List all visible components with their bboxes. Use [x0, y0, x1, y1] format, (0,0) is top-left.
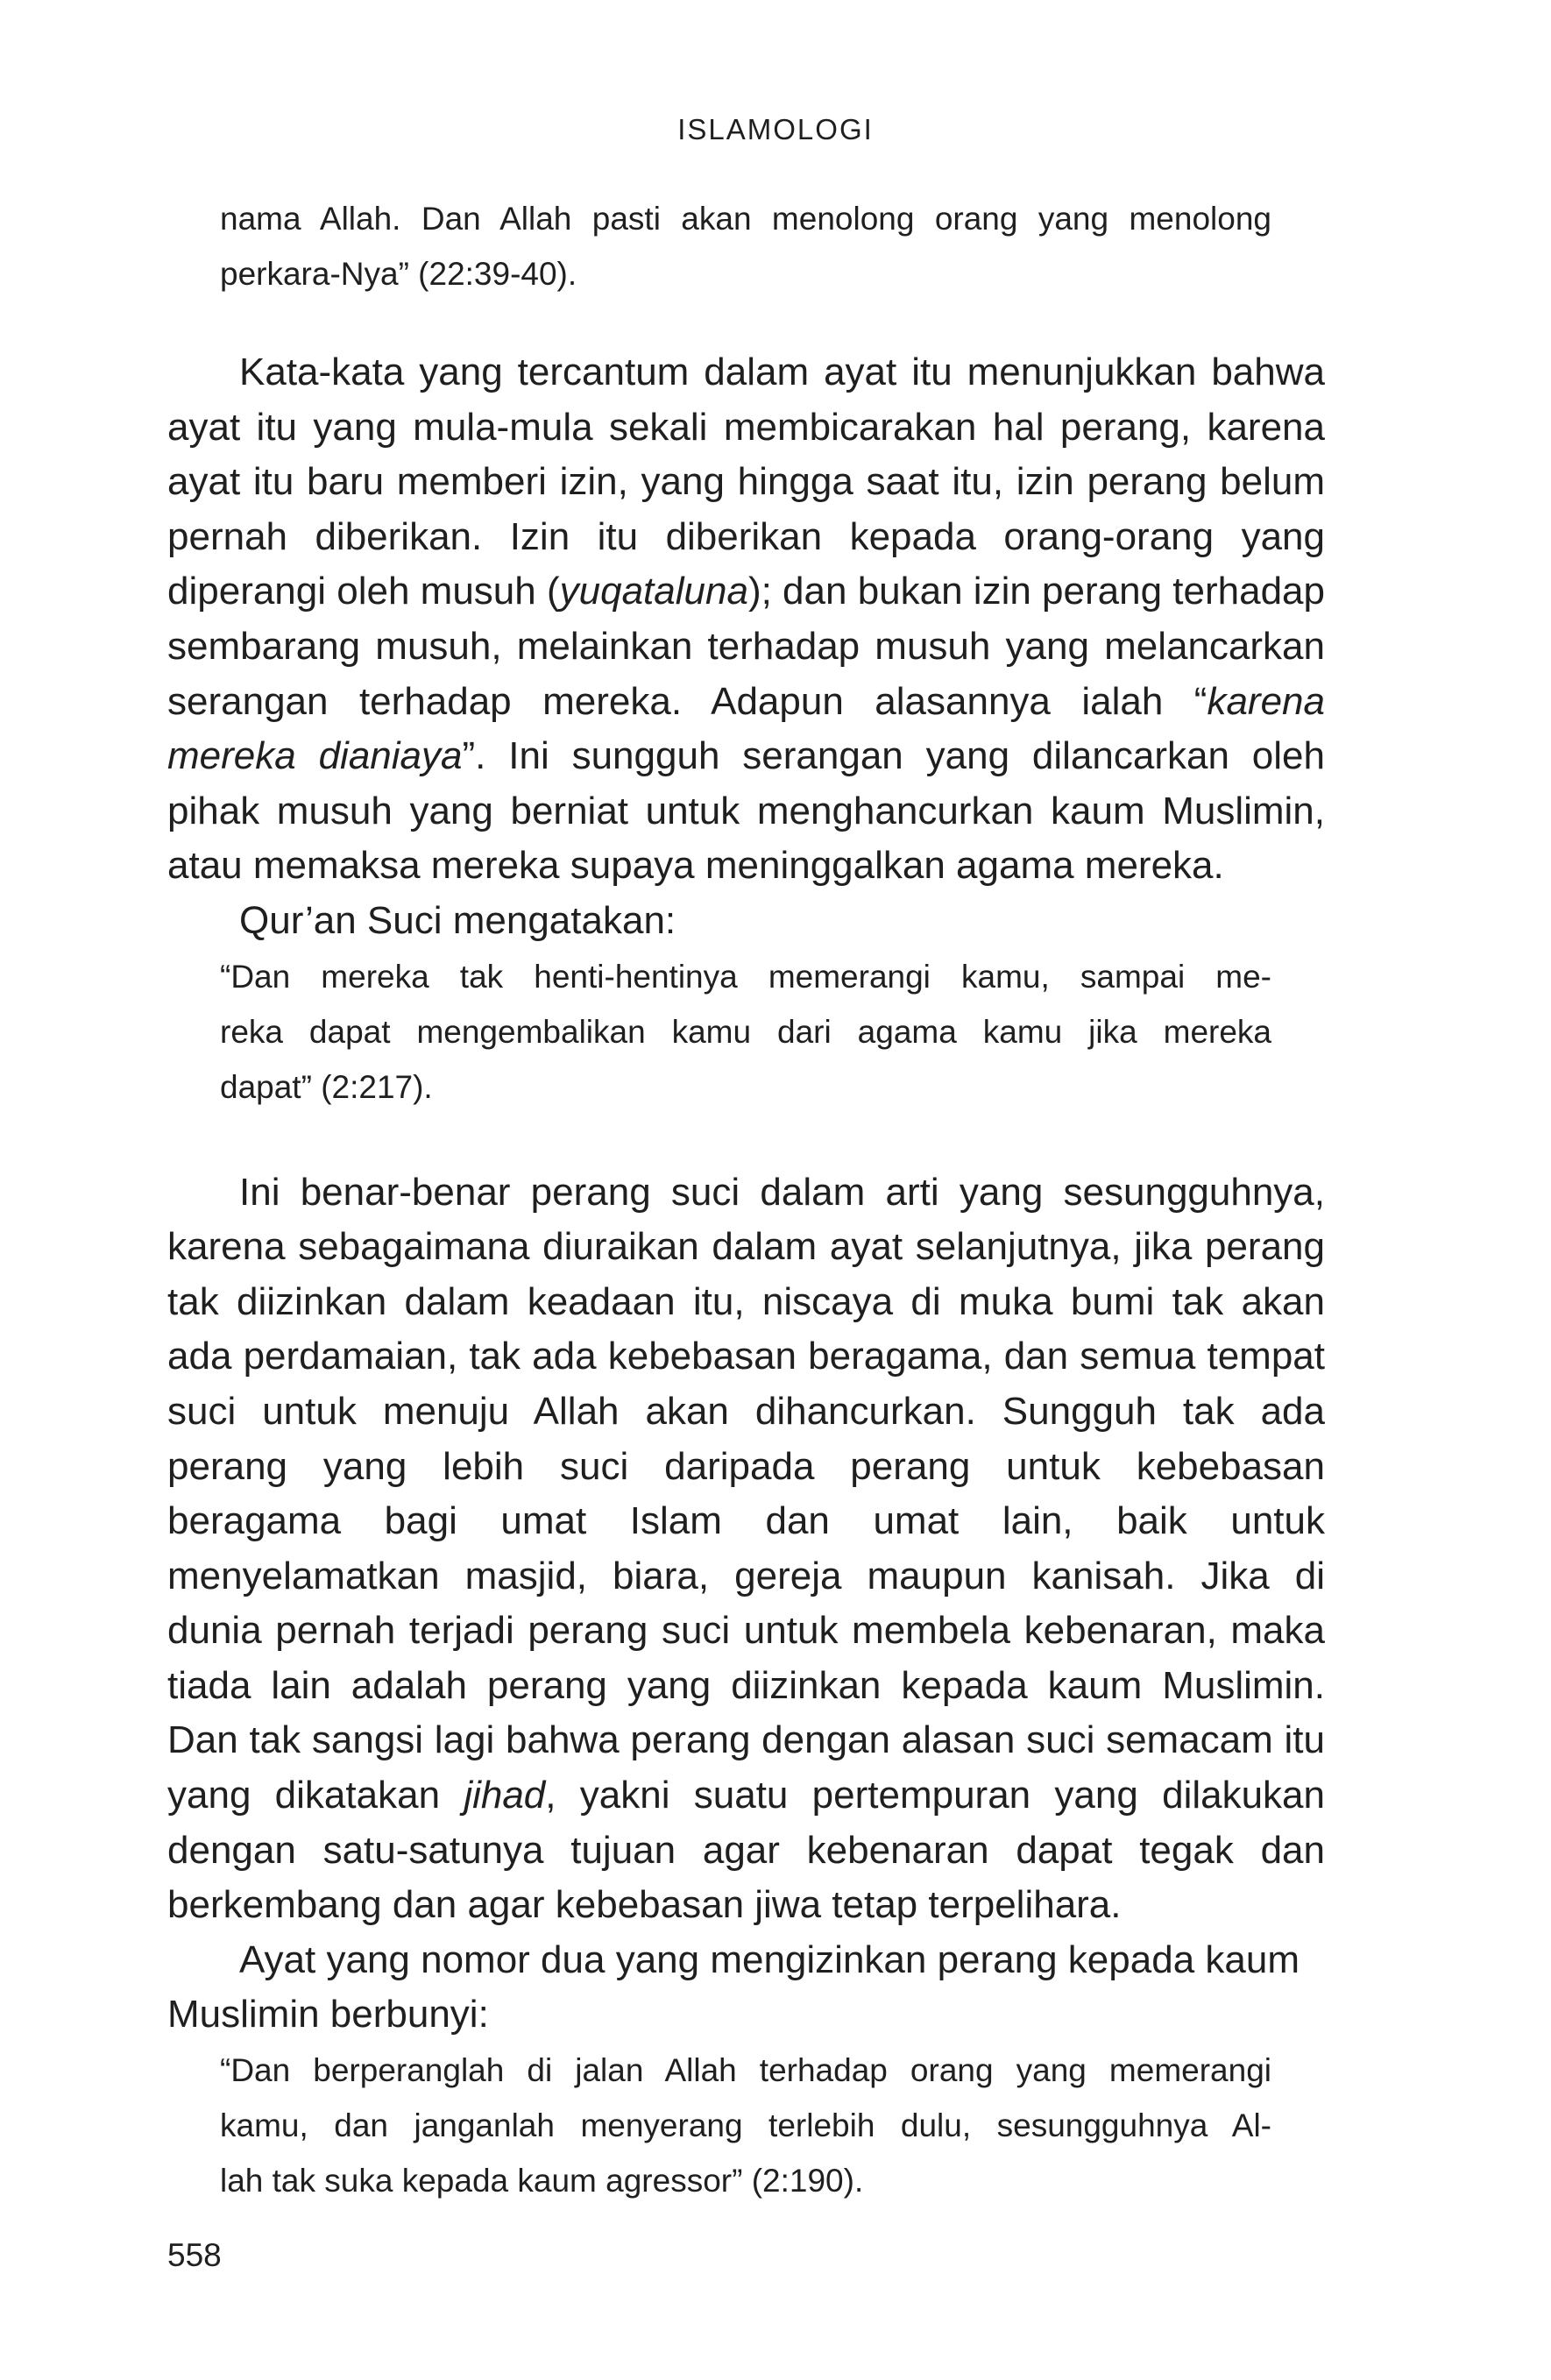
quote-line: “Dan berperanglah di jalan Allah terhadap orang yang memerangi	[220, 2052, 1271, 2089]
term-jihad: jihad	[464, 1774, 546, 1817]
quote-line: dapat” (2:217).	[220, 1068, 433, 1105]
block-quote-2-217	[220, 949, 1271, 1115]
page-number: 558	[167, 2237, 222, 2273]
quote-line: “Dan mereka tak henti-hentinya memerangi kamu, sampai me-	[220, 958, 1271, 995]
paragraph-permission-of-war: Kata-kata yang tercantum dalam ayat itu menunjukkan bahwa ayat itu yang mula-mula sekali membicarakan hal perang, karena ayat itu baru memberi izin, yang hingga saat itu, izin perang belum pernah diberikan. Izin itu diberikan kepada orang-orang yang diperangi oleh musuh (yuqataluna); dan bukan izin perang terhadap sembarang musuh, melainkan terhadap musuh yang melancarkan serangan terhadap mereka. Adapun alasannya ialah “karena mereka dianiaya”. Ini sungguh serangan yang dilancarkan oleh pihak musuh yang berniat untuk menghancurkan kaum Muslimin, atau memaksa mereka supaya meninggalkan agama mereka.	[167, 351, 1325, 888]
block-quote-opening	[220, 191, 1271, 301]
paragraph-holy-war: Ini benar-benar perang suci dalam arti yang sesungguhnya, karena sebagaimana diuraikan dalam ayat selanjutnya, jika perang tak diizinkan dalam keadaan itu, niscaya di muka bumi tak akan ada perdamaian, tak ada kebebasan beragama, dan semua tempat suci untuk menuju Allah akan dihancurkan. Sungguh tak ada perang yang lebih suci daripada perang untuk kebebasan beragama bagi umat Islam dan umat lain, baik untuk menyelamatkan masjid, biara, gereja maupun kanisah. Jika di dunia pernah terjadi perang suci untuk membela kebenaran, maka tiada lain adalah perang yang diizinkan kepada kaum Muslimin. Dan tak sangsi lagi bahwa perang dengan alasan suci semacam itu yang dikatakan jihad, yakni suatu pertempuran yang dilakukan dengan satu-satunya tujuan agar kebenaran dapat tegak dan berkembang dan agar kebebasan jiwa tetap terpelihara.	[167, 1170, 1325, 1927]
quote-karena-mereka-dianiaya: karena mereka dianiaya	[167, 679, 1325, 778]
term-yuqataluna: yuqataluna	[559, 570, 748, 613]
quote-line: nama Allah. Dan Allah pasti akan menolong orang yang menolong	[220, 201, 1271, 237]
quote-line: lah tak suka kepada kaum agressor” (2:190).	[220, 2163, 864, 2199]
quote-line: reka dapat mengembalikan kamu dari agama kamu jika mereka	[220, 1013, 1271, 1050]
lead-in-quran: Qur’an Suci mengatakan:	[239, 898, 676, 942]
quote-line: perkara-Nya” (22:39-40).	[220, 256, 577, 292]
block-quote-2-190	[220, 2043, 1271, 2208]
running-header: ISLAMOLOGI	[677, 113, 874, 145]
page-body	[167, 191, 1325, 2208]
lead-in-second-verse: Ayat yang nomor dua yang mengizinkan perang kepada kaum Muslimin berbunyi:	[167, 1937, 1300, 2036]
quote-line: kamu, dan janganlah menyerang terlebih dulu, sesungguhnya Al-	[220, 2107, 1271, 2144]
